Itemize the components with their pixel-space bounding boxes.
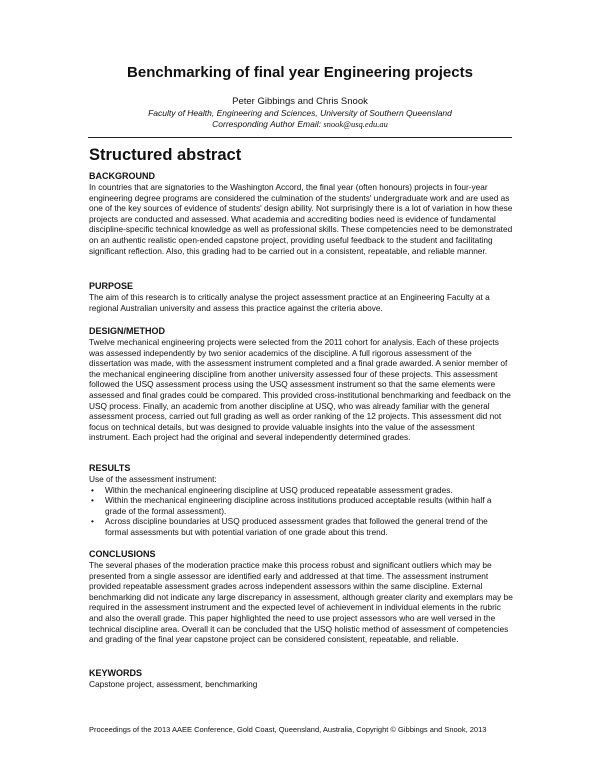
bullet-icon: •	[91, 516, 94, 527]
results-item-3: Across discipline boundaries at USQ produced assessment grades that followed the general trend of the formal assessments but with potential variation of one grade about this trend.	[105, 516, 488, 537]
corresponding-label: Corresponding Author Email:	[212, 119, 324, 129]
list-item	[91, 516, 513, 537]
bullet-icon: •	[91, 495, 94, 506]
keywords-text: Capstone project, assessment, benchmarking	[89, 679, 258, 689]
title-divider	[88, 137, 512, 138]
section-keywords	[89, 668, 513, 690]
corresponding-email: snook@usq.edu.au	[323, 119, 388, 129]
abstract-heading: Structured abstract	[89, 146, 242, 164]
bullet-icon: •	[91, 484, 94, 495]
results-item-2: Within the mechanical engineering discipline across institutions produced acceptable results (within half a grade of the formal assessment).	[105, 495, 492, 516]
conclusions-text: The several phases of the moderation practice make this process robust and significant outliers which may be presented from a single assessor are identified early and addressed at that time. The assessment instrument provided repeatable assessment grades across independent assessors within the same discipline. External benchmarking did not indicate any large discrepancy in assessment, although greater clarity and exemplars may be required in the assessment instrument and the expected level of achievement in individual elements in the rubric and also the overall grade. This paper highlighted the need to use project assessors who are well versed in the technical discipline area. Overall it can be concluded that the USQ holistic method of assessment of competencies and grading of the final year capstone project can be considered consistent, repeatable, and reliable.	[89, 560, 513, 645]
results-item-1: Within the mechanical engineering discipline at USQ produced repeatable assessment grades.	[105, 484, 453, 495]
section-conclusions	[89, 549, 513, 645]
purpose-text: The aim of this research is to critically analyse the project assessment practice at an Engineering Faculty at a regional Australian university and assess this practice against the criteria above.	[89, 292, 490, 313]
list-item	[91, 484, 513, 496]
list-item	[91, 495, 513, 516]
paper-title: Benchmarking of final year Engineering projects	[127, 64, 473, 81]
results-list	[89, 485, 513, 538]
conclusions-heading: CONCLUSIONS	[89, 549, 156, 559]
design-method-text: Twelve mechanical engineering projects were selected from the 2011 cohort for analysis. Each of these projects was assessed independently by two senior academics of the discipline. A full rigorous assessment of the dissertation was made, with the assessment instrument completed and a final grade awarded. A senior member of the mechanical engineering discipline from another university assessed four of these projects. This assessment followed the USQ assessment process using the USQ assessment instrument so that the same elements were assessed and final grades could be compared. This provided cross-institutional benchmarking and feedback on the USQ process. Finally, an academic from another discipline at USQ, who was already familiar with the general assessment process, carried out full grading as well as order ranking of the 12 projects. This assessment did not focus on technical details, but was designed to provide valuable insights into the value of the assessment instrument. Each project had the original and several independently determined grades.	[89, 337, 511, 443]
affiliation: Faculty of Health, Engineering and Sciences, University of Southern Queensland	[148, 108, 452, 118]
background-text: In countries that are signatories to the Washington Accord, the final year (often honours) projects in four-year engineering degree programs are considered the culmination of the students' undergraduate work and are used as one of the key sources of evidence of students' design ability. Not surprisingly there is a lot of variation in how these projects are conducted and assessed. What academia and accrediting bodies need is evidence of fundamental discipline-specific technical knowledge as well as professional skills. These competencies need to be demonstrated on an authentic realistic open-ended capstone project, providing useful feedback to the student and facilitating significant reflection. Also, this grading had to be carried out in a consistent, repeatable, and reliable manner.	[89, 182, 513, 256]
section-purpose	[89, 281, 513, 313]
results-heading: RESULTS	[89, 463, 131, 473]
section-design-method	[89, 326, 513, 443]
page-footer: Proceedings of the 2013 AAEE Conference, Gold Coast, Queensland, Australia, Copyright © Gibbings and Snook, 2013	[89, 725, 487, 734]
section-background	[89, 171, 513, 256]
authors: Peter Gibbings and Chris Snook	[232, 96, 368, 107]
corresponding-author	[0, 119, 600, 129]
section-results	[89, 463, 513, 538]
background-heading: BACKGROUND	[89, 171, 155, 181]
purpose-heading: PURPOSE	[89, 281, 134, 291]
results-intro: Use of the assessment instrument:	[89, 474, 217, 484]
design-method-heading: DESIGN/METHOD	[89, 326, 166, 336]
keywords-heading: KEYWORDS	[89, 668, 143, 678]
